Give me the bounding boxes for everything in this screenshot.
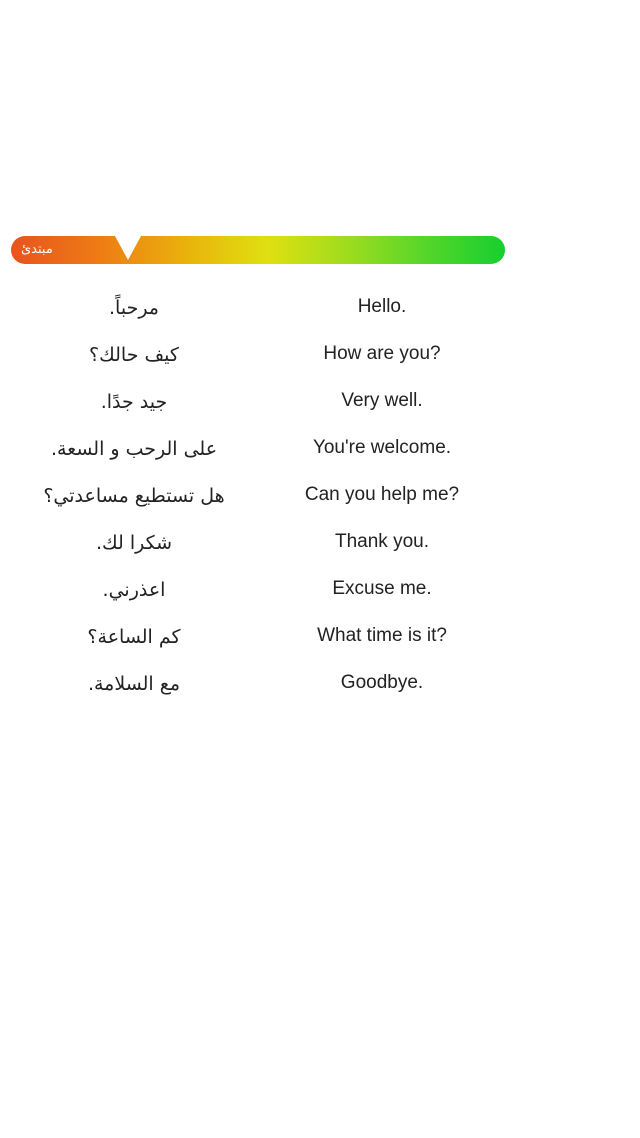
level-marker-icon (115, 236, 141, 260)
phrase-english: Can you help me? (304, 484, 460, 505)
phrase-english: What time is it? (317, 625, 447, 646)
phrase-row[interactable] (0, 426, 640, 473)
phrase-arabic: كم الساعة؟ (87, 626, 181, 648)
phrase-english: Very well. (341, 390, 423, 411)
phrase-arabic: كيف حالك؟ (89, 344, 179, 366)
phrase-arabic: مرحباً. (109, 297, 159, 319)
phrase-row[interactable] (0, 332, 640, 379)
phrase-row[interactable] (0, 285, 640, 332)
phrase-arabic: اعذرني. (102, 579, 166, 601)
phrase-arabic: على الرحب و السعة. (50, 438, 218, 460)
phrase-english: Excuse me. (332, 578, 432, 599)
phrase-english: Thank you. (335, 531, 429, 552)
phrase-list (0, 285, 640, 708)
phrase-arabic: شكرا لك. (95, 532, 173, 554)
phrase-english: Goodbye. (340, 672, 424, 693)
level-label: مبتدئ (21, 242, 53, 257)
phrase-row[interactable] (0, 520, 640, 567)
phrase-arabic: مع السلامة. (87, 673, 181, 695)
phrase-row[interactable] (0, 473, 640, 520)
phrase-english: How are you? (323, 343, 441, 364)
phrase-row[interactable] (0, 567, 640, 614)
phrase-arabic: جيد جدًا. (100, 391, 168, 413)
phrase-arabic: هل تستطيع مساعدتي؟ (43, 485, 225, 507)
phrase-english: You're welcome. (312, 437, 452, 458)
phrase-row[interactable] (0, 379, 640, 426)
phrase-row[interactable] (0, 661, 640, 708)
level-progress-bar (11, 236, 505, 264)
phrase-row[interactable] (0, 614, 640, 661)
phrase-english: Hello. (357, 296, 407, 317)
